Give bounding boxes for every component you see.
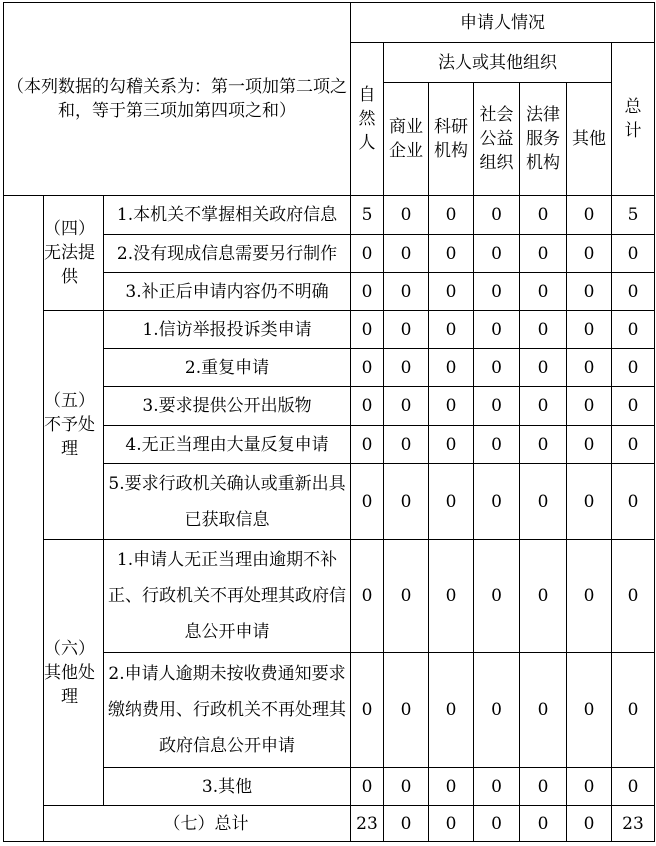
cell: 0 [520, 540, 567, 653]
cell: 0 [520, 349, 567, 387]
cell: 0 [429, 311, 474, 349]
cell: 0 [612, 768, 655, 806]
cell: 0 [474, 464, 520, 540]
cell: 0 [520, 464, 567, 540]
cell: 0 [384, 464, 429, 540]
row-label: 3.其他 [104, 768, 351, 806]
cell: 0 [351, 235, 384, 273]
cell: 0 [429, 464, 474, 540]
cell: 0 [384, 540, 429, 653]
cell: 0 [520, 426, 567, 464]
cell: 0 [474, 235, 520, 273]
cell: 0 [474, 426, 520, 464]
cell: 0 [567, 806, 612, 842]
cell: 0 [520, 806, 567, 842]
cell: 0 [351, 273, 384, 311]
row-label: 5.要求行政机关确认或重新出具已获取信息 [104, 464, 351, 540]
cell: 0 [474, 387, 520, 426]
cell: 0 [612, 235, 655, 273]
cell: 0 [351, 653, 384, 768]
group-title: （五）不予处理 [44, 311, 104, 540]
cell: 0 [567, 768, 612, 806]
cell: 0 [474, 768, 520, 806]
cell: 0 [520, 235, 567, 273]
cell: 0 [384, 196, 429, 235]
cell: 0 [429, 273, 474, 311]
natural-person-header: 自然人 [351, 43, 384, 196]
cell: 0 [384, 349, 429, 387]
cell: 0 [474, 540, 520, 653]
left-margin-cell [4, 196, 44, 842]
cell: 0 [474, 806, 520, 842]
total-header: 总计 [612, 43, 655, 196]
research-header: 科研机构 [429, 83, 474, 196]
legal-service-header: 法律服务机构 [520, 83, 567, 196]
cell: 0 [567, 273, 612, 311]
cell: 0 [384, 235, 429, 273]
cell: 0 [474, 349, 520, 387]
row-label: 2.申请人逾期未按收费通知要求缴纳费用、行政机关不再处理其政府信息公开申请 [104, 653, 351, 768]
cell: 0 [384, 426, 429, 464]
total-row-label: （七）总计 [44, 806, 351, 842]
cell: 0 [612, 426, 655, 464]
cell: 0 [474, 653, 520, 768]
cell: 0 [520, 653, 567, 768]
row-label: 1.本机关不掌握相关政府信息 [104, 196, 351, 235]
cell: 0 [351, 349, 384, 387]
cell: 0 [612, 653, 655, 768]
cell: 0 [520, 768, 567, 806]
cell: 0 [429, 540, 474, 653]
cell: 5 [351, 196, 384, 235]
social-header: 社会公益组织 [474, 83, 520, 196]
cell: 0 [429, 426, 474, 464]
cell: 0 [612, 540, 655, 653]
other-header: 其他 [567, 83, 612, 196]
applicant-header: 申请人情况 [351, 3, 655, 43]
disclosure-table [3, 2, 655, 842]
row-label: 4.无正当理由大量反复申请 [104, 426, 351, 464]
row-label: 2.没有现成信息需要另行制作 [104, 235, 351, 273]
cell: 0 [520, 196, 567, 235]
cell: 0 [384, 653, 429, 768]
cell: 0 [567, 349, 612, 387]
row-label: 2.重复申请 [104, 349, 351, 387]
cell: 0 [351, 540, 384, 653]
cell: 0 [520, 387, 567, 426]
cell: 0 [474, 273, 520, 311]
cell: 0 [567, 196, 612, 235]
row-label: 3.补正后申请内容仍不明确 [104, 273, 351, 311]
cell: 0 [474, 311, 520, 349]
relation-note: （本列数据的勾稽关系为：第一项加第二项之和，等于第三项加第四项之和） [4, 3, 351, 196]
row-label: 3.要求提供公开出版物 [104, 387, 351, 426]
cell: 0 [474, 196, 520, 235]
group-title: （六）其他处理 [44, 540, 104, 806]
cell: 0 [520, 273, 567, 311]
cell: 0 [429, 806, 474, 842]
cell: 0 [612, 464, 655, 540]
cell: 0 [567, 387, 612, 426]
cell: 5 [612, 196, 655, 235]
cell: 0 [567, 464, 612, 540]
cell: 0 [429, 349, 474, 387]
row-label: 1.信访举报投诉类申请 [104, 311, 351, 349]
cell: 0 [567, 235, 612, 273]
cell: 0 [429, 653, 474, 768]
commercial-header: 商业企业 [384, 83, 429, 196]
cell: 0 [351, 387, 384, 426]
cell: 0 [612, 273, 655, 311]
cell: 0 [384, 806, 429, 842]
cell: 23 [351, 806, 384, 842]
cell: 23 [612, 806, 655, 842]
cell: 0 [429, 768, 474, 806]
cell: 0 [351, 464, 384, 540]
cell: 0 [384, 273, 429, 311]
cell: 0 [429, 235, 474, 273]
cell: 0 [567, 311, 612, 349]
cell: 0 [567, 540, 612, 653]
cell: 0 [384, 768, 429, 806]
cell: 0 [351, 311, 384, 349]
cell: 0 [384, 311, 429, 349]
row-label: 1.申请人无正当理由逾期不补正、行政机关不再处理其政府信息公开申请 [104, 540, 351, 653]
group-title: （四）无法提供 [44, 196, 104, 311]
cell: 0 [612, 311, 655, 349]
cell: 0 [612, 349, 655, 387]
cell: 0 [351, 768, 384, 806]
cell: 0 [567, 426, 612, 464]
legal-group-header: 法人或其他组织 [384, 43, 612, 83]
cell: 0 [520, 311, 567, 349]
cell: 0 [567, 653, 612, 768]
cell: 0 [351, 426, 384, 464]
cell: 0 [384, 387, 429, 426]
cell: 0 [429, 196, 474, 235]
cell: 0 [612, 387, 655, 426]
cell: 0 [429, 387, 474, 426]
